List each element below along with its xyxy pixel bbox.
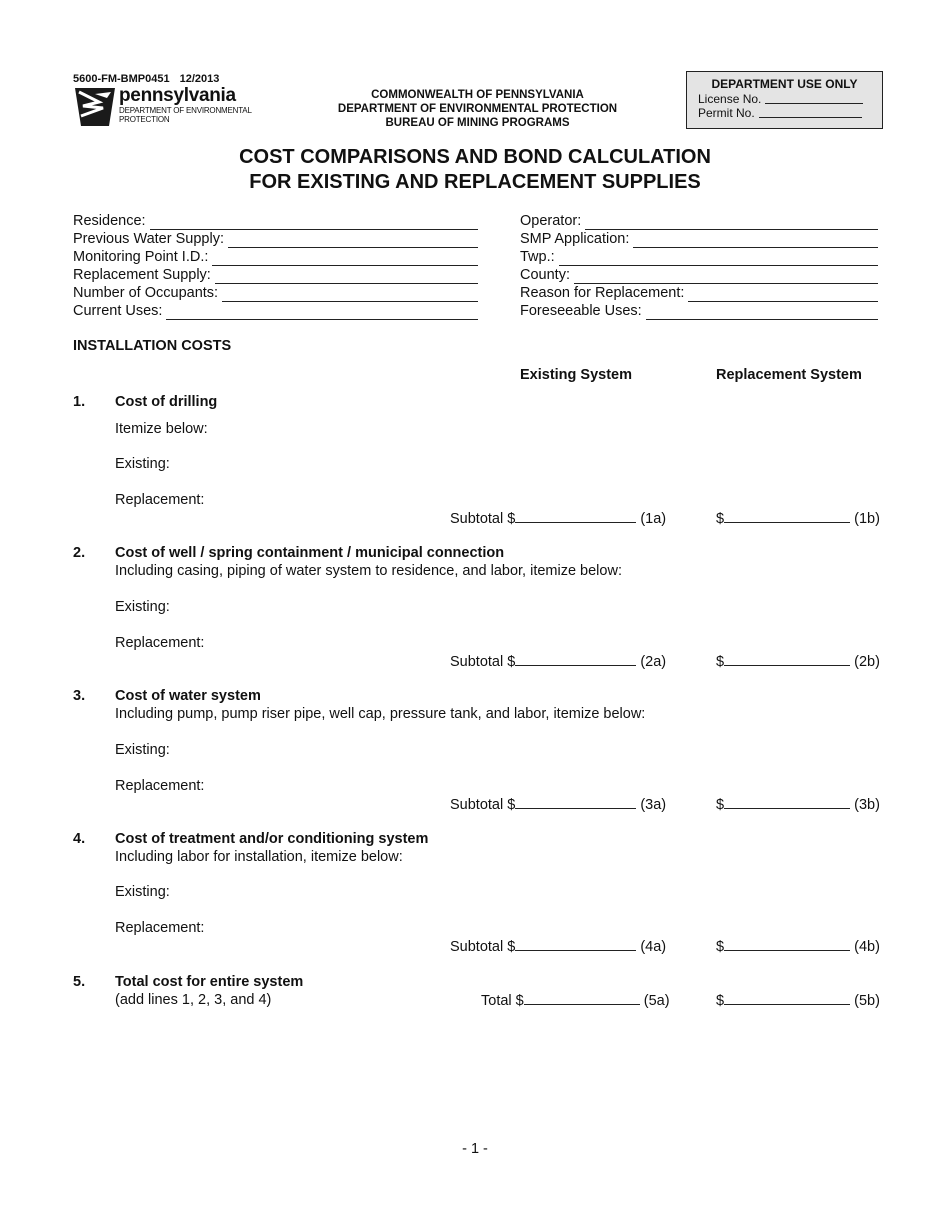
code-4b: (4b): [854, 939, 880, 955]
dollar-sign: $: [716, 797, 725, 813]
dollar-sign: $: [716, 654, 725, 670]
code-1b: (1b): [854, 511, 880, 527]
permit-field[interactable]: [759, 106, 862, 118]
item-1-replacement-label: Replacement:: [115, 492, 205, 508]
code-5b: (5b): [854, 993, 880, 1009]
page-number: - 1 -: [462, 1141, 488, 1157]
twp-input[interactable]: [559, 252, 878, 266]
logo-dept-line1: DEPARTMENT OF ENVIRONMENTAL: [119, 106, 252, 115]
replacement-system-column-header: Replacement System: [716, 367, 862, 383]
item-4-number: 4.: [73, 831, 86, 847]
agency-line-2: DEPARTMENT OF ENVIRONMENTAL PROTECTION: [337, 103, 618, 115]
reason-for-replacement-input[interactable]: [688, 288, 878, 302]
item-4-subtotal-existing: [450, 937, 666, 956]
item-1-number: 1.: [73, 394, 86, 410]
item-3-number: 3.: [73, 688, 86, 704]
dollar-sign: $: [716, 993, 725, 1009]
county-field: [520, 266, 878, 284]
item-2-title: Cost of well / spring containment / municipal connection: [115, 545, 505, 561]
monitoring-point-field: [73, 248, 478, 266]
residence-label: Residence:: [73, 213, 146, 229]
number-of-occupants-input[interactable]: [222, 288, 478, 302]
item-3-existing-label: Existing:: [115, 742, 170, 758]
department-use-box: [686, 71, 883, 129]
subtotal-1a-input[interactable]: [515, 509, 636, 523]
item-2-description: Including casing, piping of water system to residence, and labor, itemize below:: [115, 563, 622, 579]
total-5b-input[interactable]: [724, 991, 850, 1005]
operator-label: Operator:: [520, 213, 582, 229]
item-4-subtotal-replacement: [716, 937, 880, 956]
county-label: County:: [520, 267, 570, 283]
item-4-title: Cost of treatment and/or conditioning system: [115, 831, 429, 847]
code-4a: (4a): [640, 939, 667, 955]
form-id: 5600-FM-BMP0451: [73, 73, 170, 85]
item-3-replacement-label: Replacement:: [115, 778, 205, 794]
subtotal-label: Subtotal $: [450, 654, 516, 670]
item-5-description: (add lines 1, 2, 3, and 4): [115, 992, 272, 1008]
previous-water-supply-input[interactable]: [228, 234, 478, 248]
permit-label: Permit No.: [698, 106, 755, 120]
item-4-existing-label: Existing:: [115, 884, 170, 900]
item-2-existing-label: Existing:: [115, 599, 170, 615]
code-1a: (1a): [640, 511, 667, 527]
total-label: Total $: [481, 993, 524, 1009]
foreseeable-uses-field: [520, 302, 878, 320]
logo-wordmark: pennsylvania: [119, 85, 236, 106]
code-3b: (3b): [854, 797, 880, 813]
current-uses-input[interactable]: [166, 306, 478, 320]
smp-application-label: SMP Application:: [520, 231, 630, 247]
item-3-description: Including pump, pump riser pipe, well cap, pressure tank, and labor, itemize below:: [115, 706, 646, 722]
item-1-itemize-label: Itemize below:: [115, 421, 208, 437]
code-5a: (5a): [643, 993, 670, 1009]
item-1-title: Cost of drilling: [115, 394, 218, 410]
item-2-subtotal-replacement: [716, 652, 880, 671]
county-input[interactable]: [574, 270, 878, 284]
item-5-number: 5.: [73, 974, 86, 990]
item-1-existing-label: Existing:: [115, 456, 170, 472]
replacement-supply-input[interactable]: [215, 270, 478, 284]
previous-water-supply-label: Previous Water Supply:: [73, 231, 224, 247]
monitoring-point-input[interactable]: [212, 252, 478, 266]
item-5-title: Total cost for entire system: [115, 974, 304, 990]
residence-field: [73, 212, 478, 230]
number-of-occupants-label: Number of Occupants:: [73, 285, 219, 301]
operator-field: [520, 212, 878, 230]
dollar-sign: $: [716, 939, 725, 955]
item-3-subtotal-existing: [450, 795, 666, 814]
reason-for-replacement-field: [520, 284, 878, 302]
previous-water-supply-field: [73, 230, 478, 248]
form-title-line-2: FOR EXISTING AND REPLACEMENT SUPPLIES: [249, 171, 701, 193]
subtotal-3a-input[interactable]: [515, 795, 636, 809]
agency-line-3: BUREAU OF MINING PROGRAMS: [385, 117, 570, 129]
license-field[interactable]: [765, 92, 863, 104]
current-uses-field: [73, 302, 478, 320]
subtotal-label: Subtotal $: [450, 939, 516, 955]
replacement-supply-field: [73, 266, 478, 284]
keystone-icon: [73, 86, 117, 128]
code-2a: (2a): [640, 654, 667, 670]
monitoring-point-label: Monitoring Point I.D.:: [73, 249, 209, 265]
existing-system-column-header: Existing System: [520, 367, 633, 383]
subtotal-2b-input[interactable]: [724, 652, 850, 666]
item-2-number: 2.: [73, 545, 86, 561]
residence-input[interactable]: [150, 216, 478, 230]
smp-application-field: [520, 230, 878, 248]
item-3-subtotal-replacement: [716, 795, 880, 814]
reason-for-replacement-label: Reason for Replacement:: [520, 285, 685, 301]
logo-dept-line2: PROTECTION: [119, 115, 170, 124]
subtotal-3b-input[interactable]: [724, 795, 850, 809]
item-5-total-replacement: [716, 991, 880, 1010]
form-number: [73, 73, 219, 85]
foreseeable-uses-label: Foreseeable Uses:: [520, 303, 642, 319]
subtotal-label: Subtotal $: [450, 797, 516, 813]
item-1-subtotal-existing: [450, 509, 666, 528]
current-uses-label: Current Uses:: [73, 303, 163, 319]
permit-row: [698, 106, 882, 120]
license-row: [698, 92, 882, 106]
form-date: 12/2013: [179, 73, 220, 85]
code-3a: (3a): [640, 797, 667, 813]
total-5a-input[interactable]: [524, 991, 640, 1005]
license-label: License No.: [698, 92, 762, 106]
agency-line-1: COMMONWEALTH OF PENNSYLVANIA: [371, 89, 584, 101]
subtotal-4b-input[interactable]: [724, 937, 850, 951]
item-2-subtotal-existing: [450, 652, 666, 671]
twp-field: [520, 248, 878, 266]
operator-input[interactable]: [585, 216, 878, 230]
code-2b: (2b): [854, 654, 880, 670]
form-title-line-1: COST COMPARISONS AND BOND CALCULATION: [239, 146, 711, 168]
installation-costs-heading: INSTALLATION COSTS: [73, 338, 232, 354]
agency-block: [300, 88, 655, 130]
dollar-sign: $: [716, 511, 725, 527]
replacement-supply-label: Replacement Supply:: [73, 267, 211, 283]
subtotal-label: Subtotal $: [450, 511, 516, 527]
department-use-title: DEPARTMENT USE ONLY: [711, 77, 858, 91]
item-1-subtotal-replacement: [716, 509, 880, 528]
foreseeable-uses-input[interactable]: [646, 306, 878, 320]
item-4-description: Including labor for installation, itemize below:: [115, 849, 403, 865]
item-2-replacement-label: Replacement:: [115, 635, 205, 651]
pa-logo: [73, 86, 273, 128]
number-of-occupants-field: [73, 284, 478, 302]
twp-label: Twp.:: [520, 249, 555, 265]
subtotal-1b-input[interactable]: [724, 509, 850, 523]
item-5-total-existing: [481, 991, 670, 1010]
item-4-replacement-label: Replacement:: [115, 920, 205, 936]
item-3-title: Cost of water system: [115, 688, 261, 704]
subtotal-2a-input[interactable]: [515, 652, 636, 666]
subtotal-4a-input[interactable]: [515, 937, 636, 951]
smp-application-input[interactable]: [633, 234, 878, 248]
